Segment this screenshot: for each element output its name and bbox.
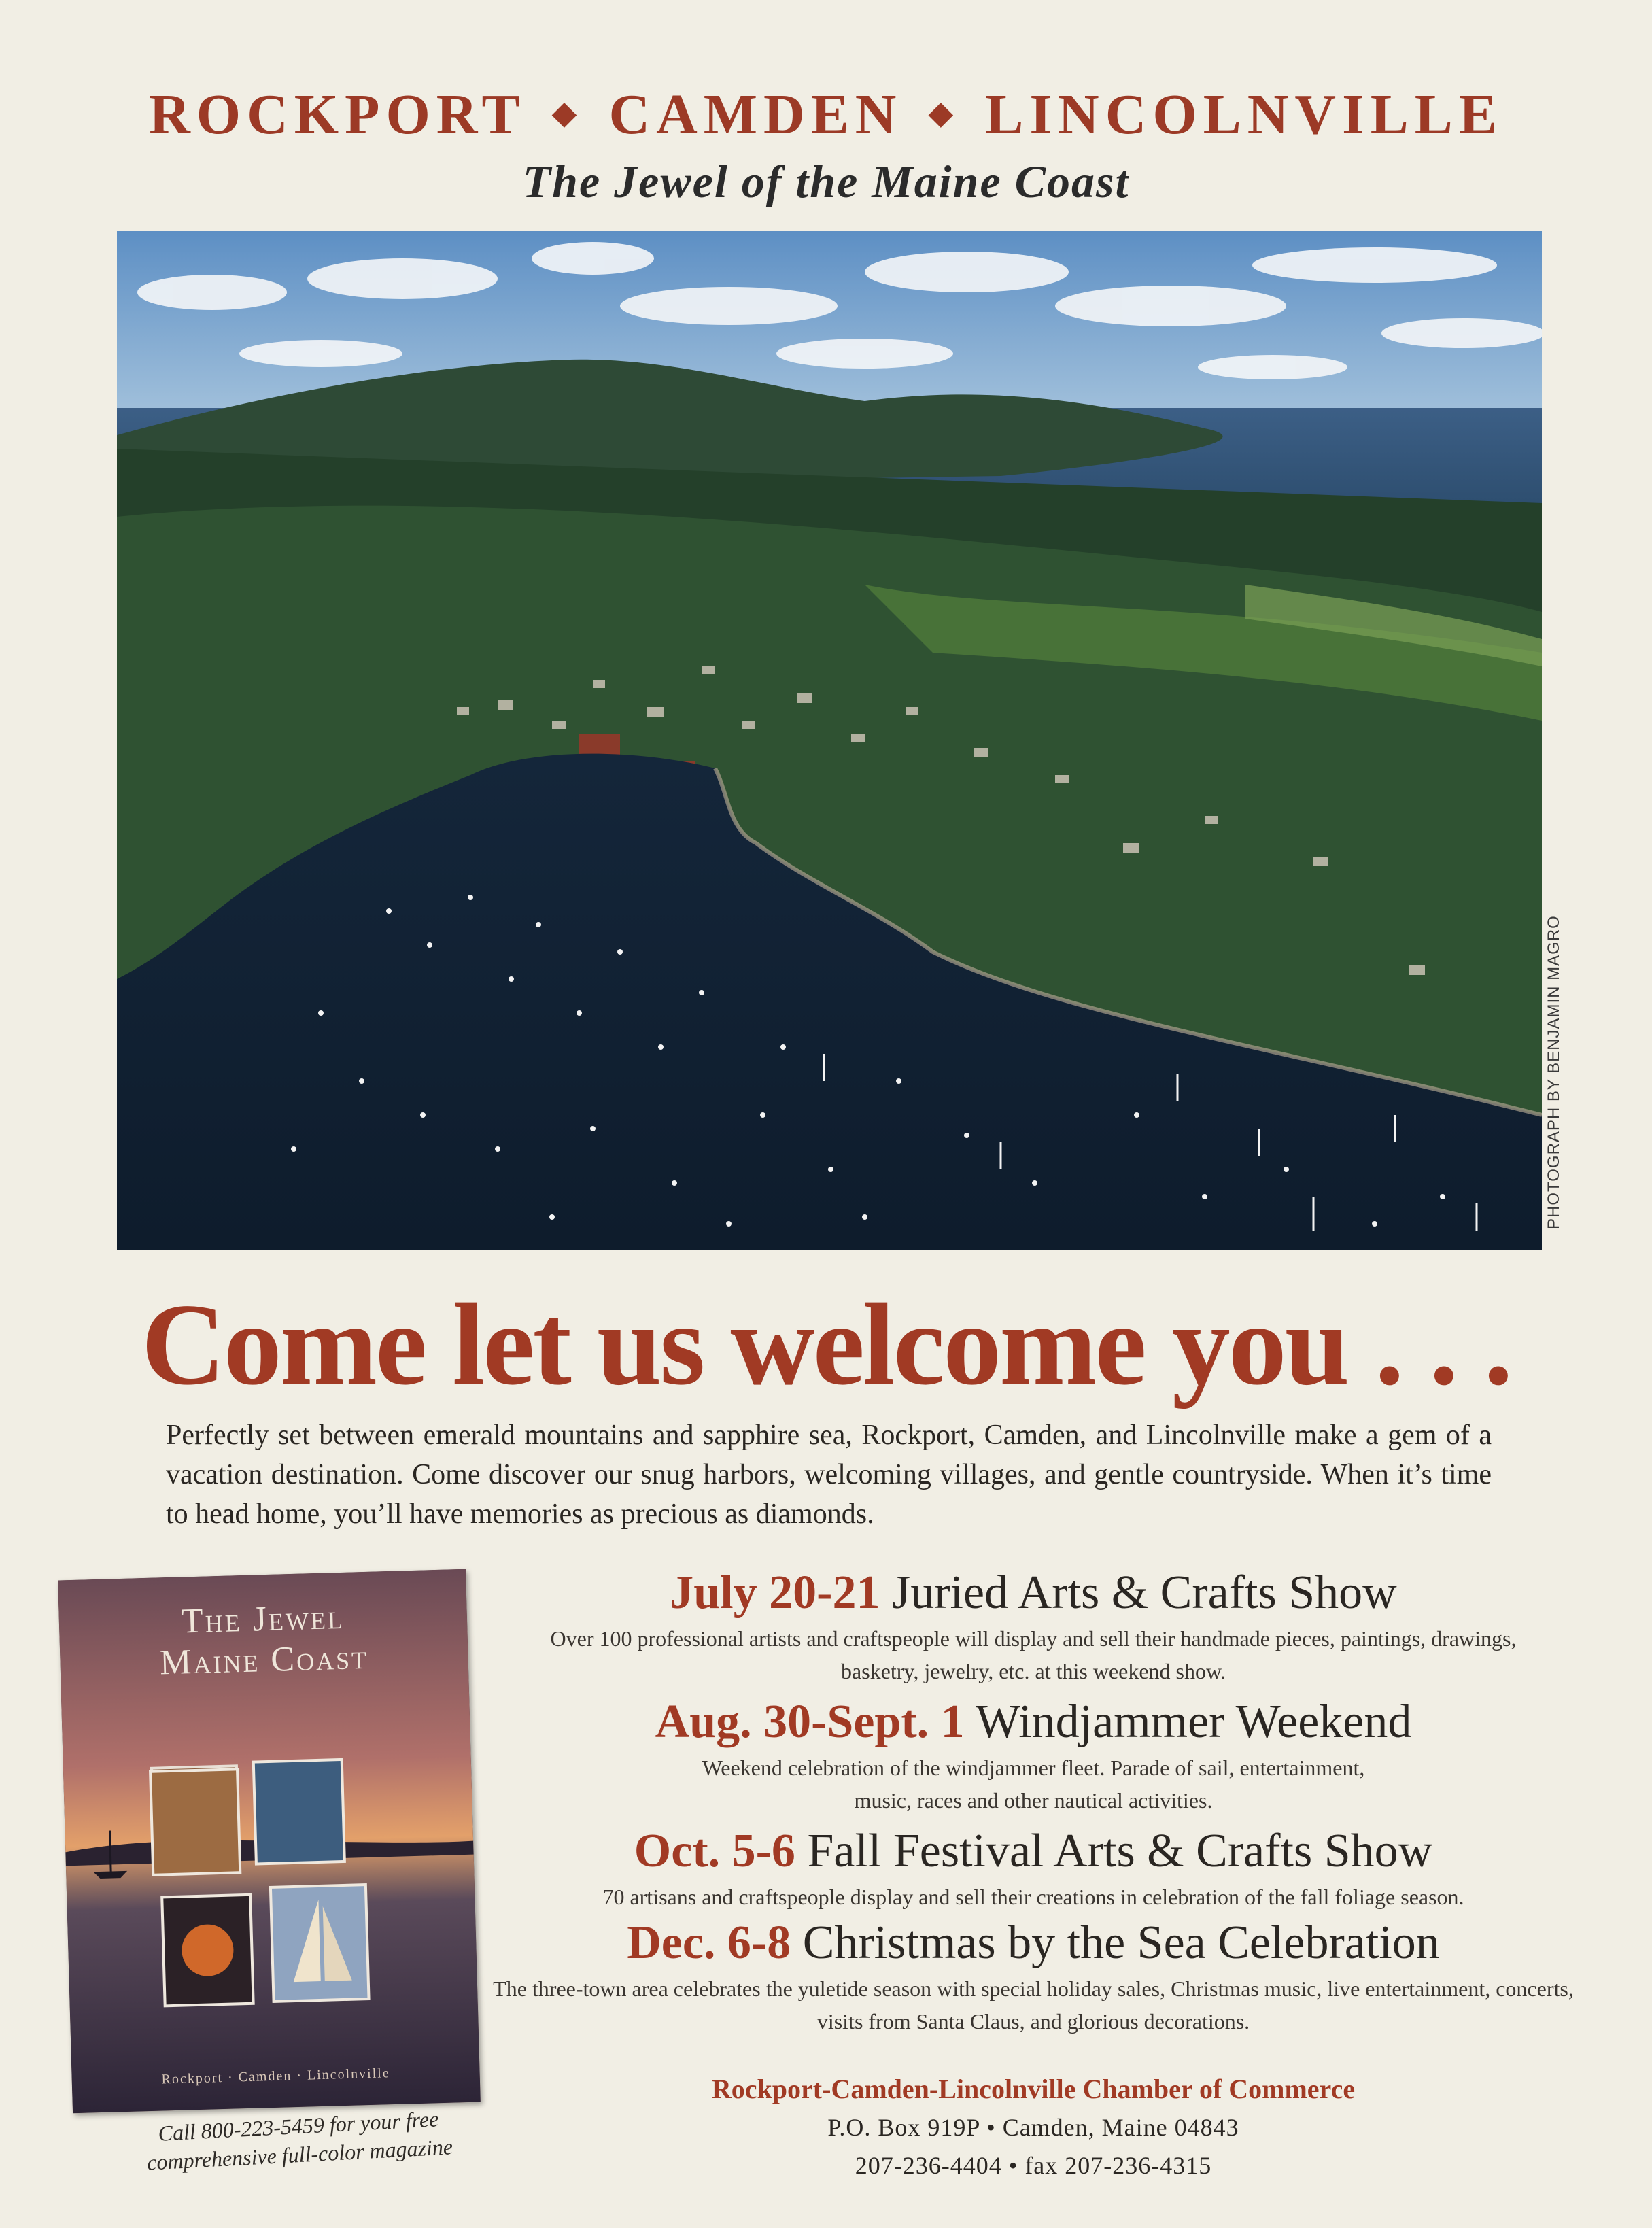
photo-credit: PHOTOGRAPH BY BENJAMIN MAGRO [1545, 915, 1563, 1229]
call-line2: comprehensive full-color magazine [146, 2134, 453, 2175]
header-towns [0, 82, 1652, 148]
event-item [476, 1693, 1591, 1817]
brochure-title-line2: Maine Coast [159, 1637, 369, 1683]
harbor-illustration [117, 231, 1542, 1250]
event-description: 70 artisans and craftspeople display and sell their creations in celebration of the fall foliage season. [602, 1885, 1464, 1909]
event-name: Fall Festival Arts & Crafts Show [807, 1825, 1433, 1877]
town-camden: CAMDEN [608, 83, 903, 146]
event-item [476, 1822, 1591, 1913]
event-title [476, 1822, 1591, 1881]
diamond-icon: ◆ [928, 95, 960, 131]
brochure-footer: Rockport · Camden · Lincolnville [161, 2066, 390, 2087]
event-date: Aug. 30-Sept. 1 [655, 1696, 965, 1748]
event-name: Windjammer Weekend [975, 1696, 1412, 1748]
brochure-call-text [107, 2102, 491, 2178]
town-lincolnville: LINCOLNVILLE [985, 83, 1503, 146]
call-line1: Call 800-223-5459 for your free [157, 2106, 440, 2146]
chamber-phone: 207-236-4404 • fax 207-236-4315 [855, 2152, 1212, 2179]
event-date: Oct. 5-6 [634, 1825, 795, 1877]
diamond-icon: ◆ [551, 95, 583, 131]
chamber-info [476, 2070, 1591, 2184]
event-name: Juried Arts & Crafts Show [891, 1566, 1397, 1619]
brochure-cover-image [58, 1569, 481, 2113]
event-description: The three-town area celebrates the yuletide season with special holiday sales, Christmas music, live entertainment, concerts, visits from Santa Claus, and glorious decorations. [493, 1976, 1574, 2034]
brochure-title [58, 1594, 468, 1687]
chamber-name: Rockport-Camden-Lincolnville Chamber of Commerce [711, 2074, 1356, 2104]
brochure-title-line1: The Jewel [181, 1597, 345, 1641]
event-title [476, 1693, 1591, 1751]
event-date: July 20-21 [670, 1566, 880, 1619]
event-item [476, 1564, 1591, 1687]
event-title [476, 1564, 1591, 1622]
event-description: Weekend celebration of the windjammer fleet. Parade of sail, entertainment, music, races and other nautical activities. [702, 1755, 1365, 1813]
chamber-address: P.O. Box 919P • Camden, Maine 04843 [827, 2114, 1239, 2141]
intro-paragraph: Perfectly set between emerald mountains and sapphire sea, Rockport, Camden, and Lincolnville make a gem of a vacation destination. Come discover our snug harbors, welcoming villages, and gentle countryside. When it’s time to head home, you’ll have memories as precious as diamonds. [166, 1420, 1492, 1530]
aerial-harbor-photo [117, 231, 1542, 1250]
event-title [476, 1914, 1591, 1972]
headline: Come let us welcome you . . . [141, 1280, 1511, 1409]
event-name: Christmas by the Sea Celebration [802, 1917, 1440, 1969]
tagline: The Jewel of the Maine Coast [522, 156, 1130, 207]
event-description: Over 100 professional artists and craftspeople will display and sell their handmade pieces, paintings, drawings, basketry, jewelry, etc. at this weekend show. [550, 1626, 1517, 1683]
event-item [476, 1914, 1591, 2038]
town-rockport: ROCKPORT [149, 83, 526, 146]
event-date: Dec. 6-8 [627, 1917, 791, 1969]
